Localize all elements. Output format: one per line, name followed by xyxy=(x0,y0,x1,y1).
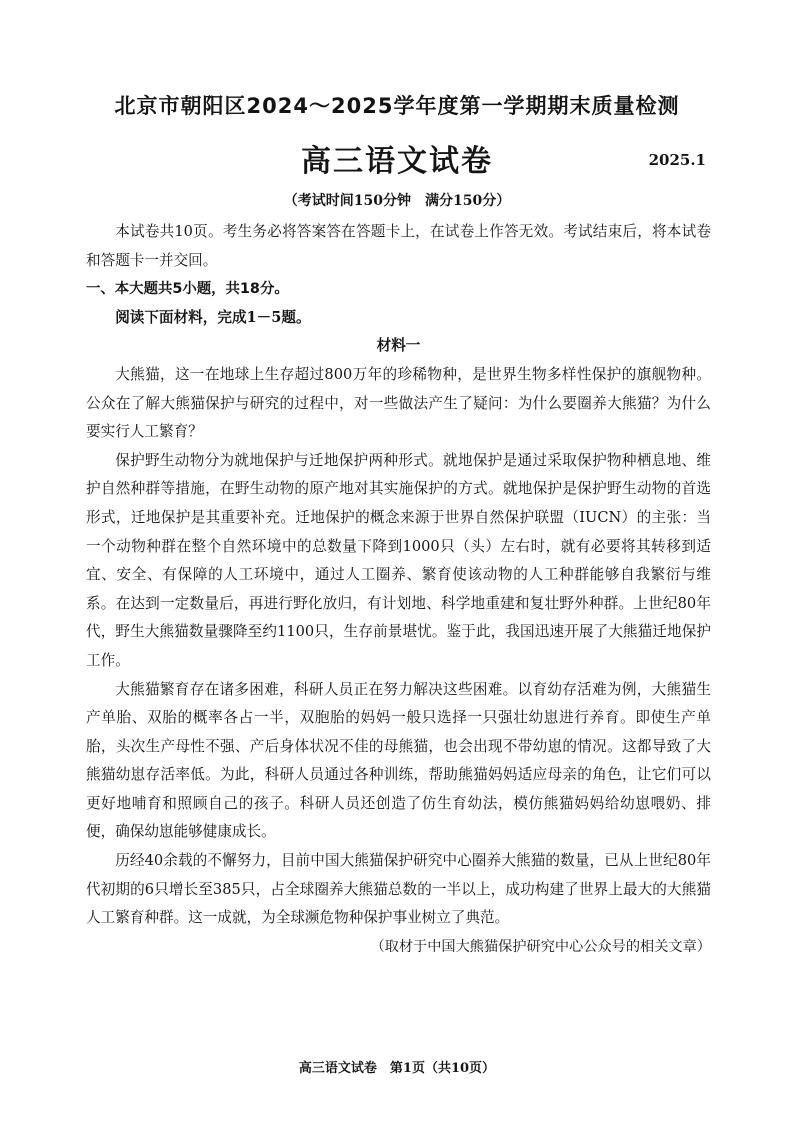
instructions: 本试卷共10页。考生务必将答案答在答题卡上，在试卷上作答无效。考试结束后，将本试卷和答题卡一并交回。 xyxy=(86,223,711,269)
material-source: （取材于中国大熊猫保护研究中心公众号的相关文章） xyxy=(370,938,711,955)
exam-time-info: （考试时间150分钟 满分150分） xyxy=(283,193,511,209)
page-footer: 高三语文试卷 第1页（共10页） xyxy=(298,1061,496,1076)
page-title: 高三语文试卷 xyxy=(301,144,493,179)
exam-body xyxy=(86,218,711,961)
reading-prompt: 阅读下面材料，完成1－5题。 xyxy=(115,308,311,326)
material-paragraph: 大熊猫，这一在地球上生存超过800万年的珍稀物种，是世界生物多样性保护的旗舰物种。公众在了解大熊猫保护与研究的过程中，对一些做法产生了疑问：为什么要圈养大熊猫？为什么要实行人工繁育？ xyxy=(86,365,711,441)
material-paragraph: 保护野生动物分为就地保护与迁地保护两种形式。就地保护是通过采取保护物种栖息地、维护自然种群等措施，在野生动物的原产地对其实施保护的方式。就地保护是保护野生动物的首选形式，迁地保护是其重要补充。迁地保护的概念来源于世界自然保护联盟（IUCN）的主张：当一个动物种群在整个自然环境中的总数量下降到1000只（头）左右时，就有必要将其转移到适宜、安全、有保障的人工环境中，通过人工圈养、繁育使该动物的人工种群能够自我繁衍与维系。在达到一定数量后，再进行野化放归，有计划地、科学地重建和复壮野外种群。上世纪80年代，野生大熊猫数量骤降至约1100只，生存前景堪忧。鉴于此，我国迅速开展了大熊猫迁地保护工作。 xyxy=(86,451,711,669)
material-paragraph: 大熊猫繁育存在诸多困难，科研人员正在努力解决这些困难。以育幼存活难为例，大熊猫生产单胎、双胎的概率各占一半，双胞胎的妈妈一般只选择一只强壮幼崽进行养育。即使生产单胎，头次生产母性不强、产后身体状况不佳的母熊猫，也会出现不带幼崽的情况。这都导致了大熊猫幼崽存活率低。为此，科研人员通过各种训练，帮助熊猫妈妈适应母亲的角色，让它们可以更好地哺育和照顾自己的孩子。科研人员还创造了仿生育幼法，模仿熊猫妈妈给幼崽喂奶、排便，确保幼崽能够健康成长。 xyxy=(86,680,711,841)
material-title: 材料一 xyxy=(376,337,421,355)
exam-header: 北京市朝阳区2024～2025学年度第一学期期末质量检测 xyxy=(114,94,680,118)
material-paragraph: 历经40余载的不懈努力，目前中国大熊猫保护研究中心圈养大熊猫的数量，已从上世纪80年代初期的6只增长至385只，占全球圈养大熊猫总数的一半以上，成功构建了世界上最大的大熊猫人工繁育种群。这一成就，为全球濒危物种保护事业树立了典范。 xyxy=(86,852,711,927)
section-heading: 一、本大题共5小题，共18分。 xyxy=(86,281,289,298)
exam-date: 2025.1 xyxy=(648,151,706,169)
